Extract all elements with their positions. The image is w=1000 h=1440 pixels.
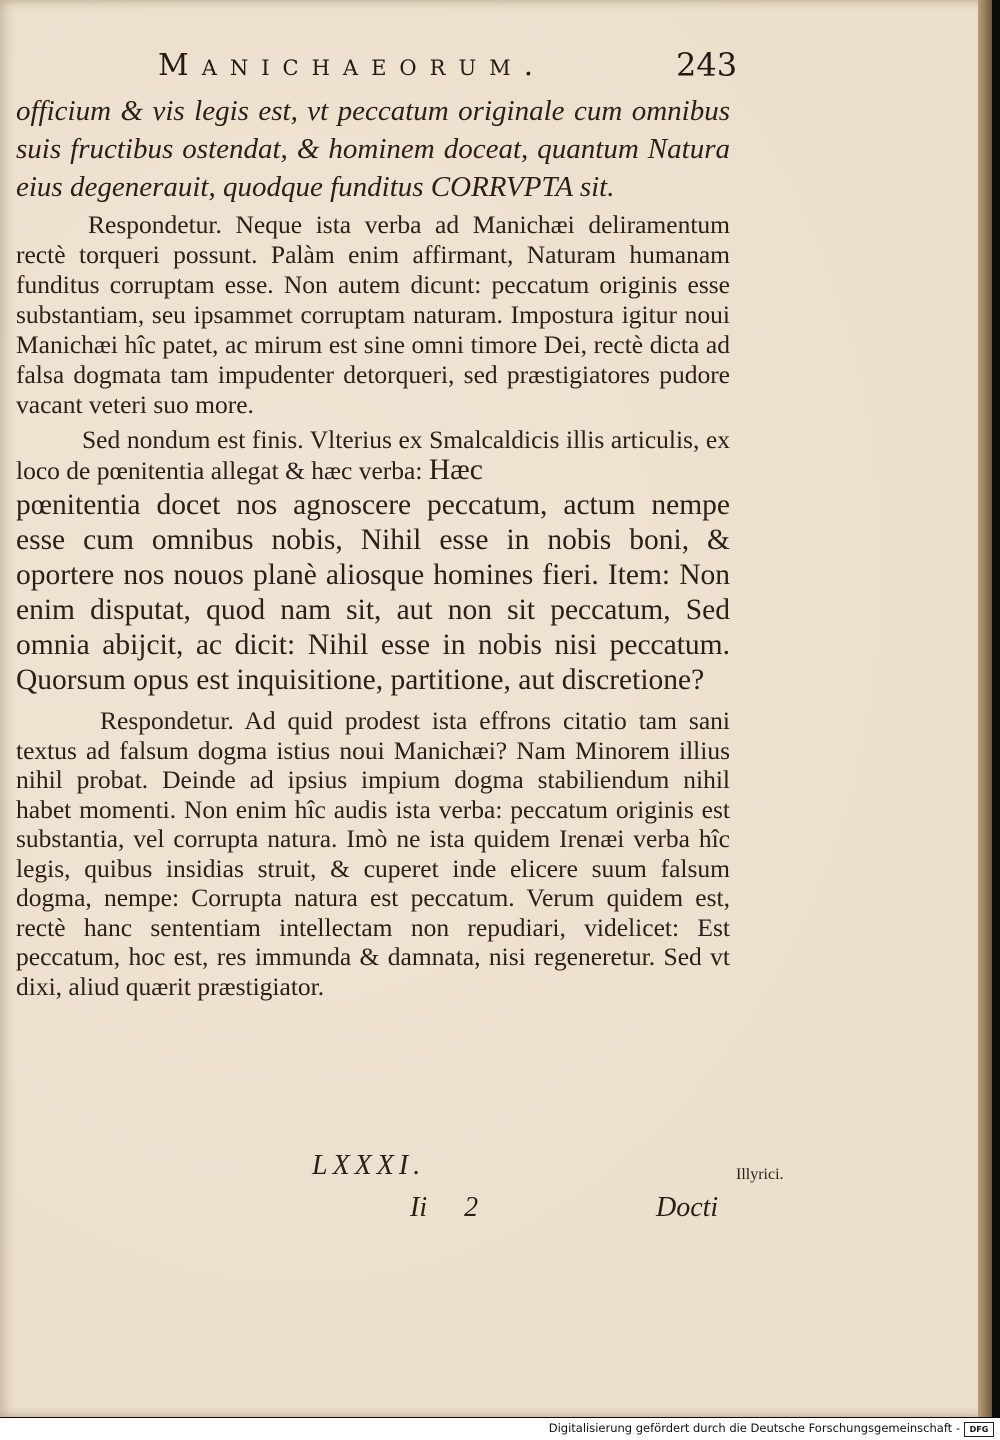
side-catchword: Illyrici. xyxy=(736,1166,784,1183)
body-text xyxy=(16,92,730,1001)
credit-text: Digitalisierung gefördert durch die Deutsche Forschungsgemeinschaft - xyxy=(548,1421,960,1435)
running-title: Manichaeorum. xyxy=(158,48,547,83)
paragraph-respondetur-2: Respondetur. Ad quid prodest ista effrons citatio tam sani textus ad falsum dogma istius noui Manichæi? Nam Minorem illius nihil probat. Deinde ad ipsius impium dogma stabiliendum nihil habet momenti. Non enim hîc audis ista verba: peccatum originis est substantia, vel corrupta natura. Imò ne ista quidem Irenæi verba hîc legis, quibus insidias struit, & cuperet inde elicere suum falsum dogma, nempe: Corrupta natura est peccatum. Verum quidem est, rectè hanc sententiam intellectam non repudiari, videlicet: Est peccatum, hoc est, res immunda & damnata, nisi regeneretur. Sed vt dixi, aliud quærit præstigiator. xyxy=(16,706,730,1001)
section-number: LXXXI. xyxy=(312,1150,426,1181)
paragraph-respondetur-1: Respondetur. Neque ista verba ad Manichæi deliramentum rectè torqueri possunt. Palàm enim affirmant, Naturam humanam funditus corruptam esse. Non autem dicunt: peccatum originis esse substantiam, seu ipsammet corruptam naturam. Impostura igitur noui Manichæi hîc patet, ac mirum est sine omni timore Dei, rectè dicta ad falsa dogmata tam impudenter detorqueri, sed præstigiatores pudore vacant veteri suo more. xyxy=(16,210,730,419)
signature-mark: Ii 2 xyxy=(410,1192,479,1223)
catchword: Docti xyxy=(656,1192,719,1223)
paragraph-sed-nondum-text: Sed nondum est finis. Vlterius ex Smalcaldicis illis articulis, ex loco de pœnitentia allegat & hæc verba: xyxy=(16,425,730,485)
digitization-credit-bar xyxy=(0,1418,1000,1440)
page-number: 243 xyxy=(676,46,738,84)
page-footer xyxy=(0,1150,992,1230)
smalcald-quotation: pœnitentia docet nos agnoscere peccatum, actum nempe esse cum omnibus nobis, Nihil esse in nobis boni, & oportere nos nouos planè aliosque homines fieri. Item: Non enim disputat, quod nam sit, aut non sit peccatum, Sed omnia abijcit, ac dicit: Nihil esse in nobis nisi peccatum. Quorsum opus est inquisitione, partitione, aut discretione? xyxy=(16,489,730,696)
italic-lead-paragraph: officium & vis legis est, vt peccatum originale cum omnibus suis fructibus ostendat, & hominem doceat, quantum Natura eius degenerauit, quodque funditus CORRVPTA sit. xyxy=(16,95,730,203)
paragraph-sed-nondum xyxy=(16,425,730,486)
quote-lead-word: Hæc xyxy=(428,454,483,486)
dfg-logo: DFG xyxy=(964,1422,994,1437)
